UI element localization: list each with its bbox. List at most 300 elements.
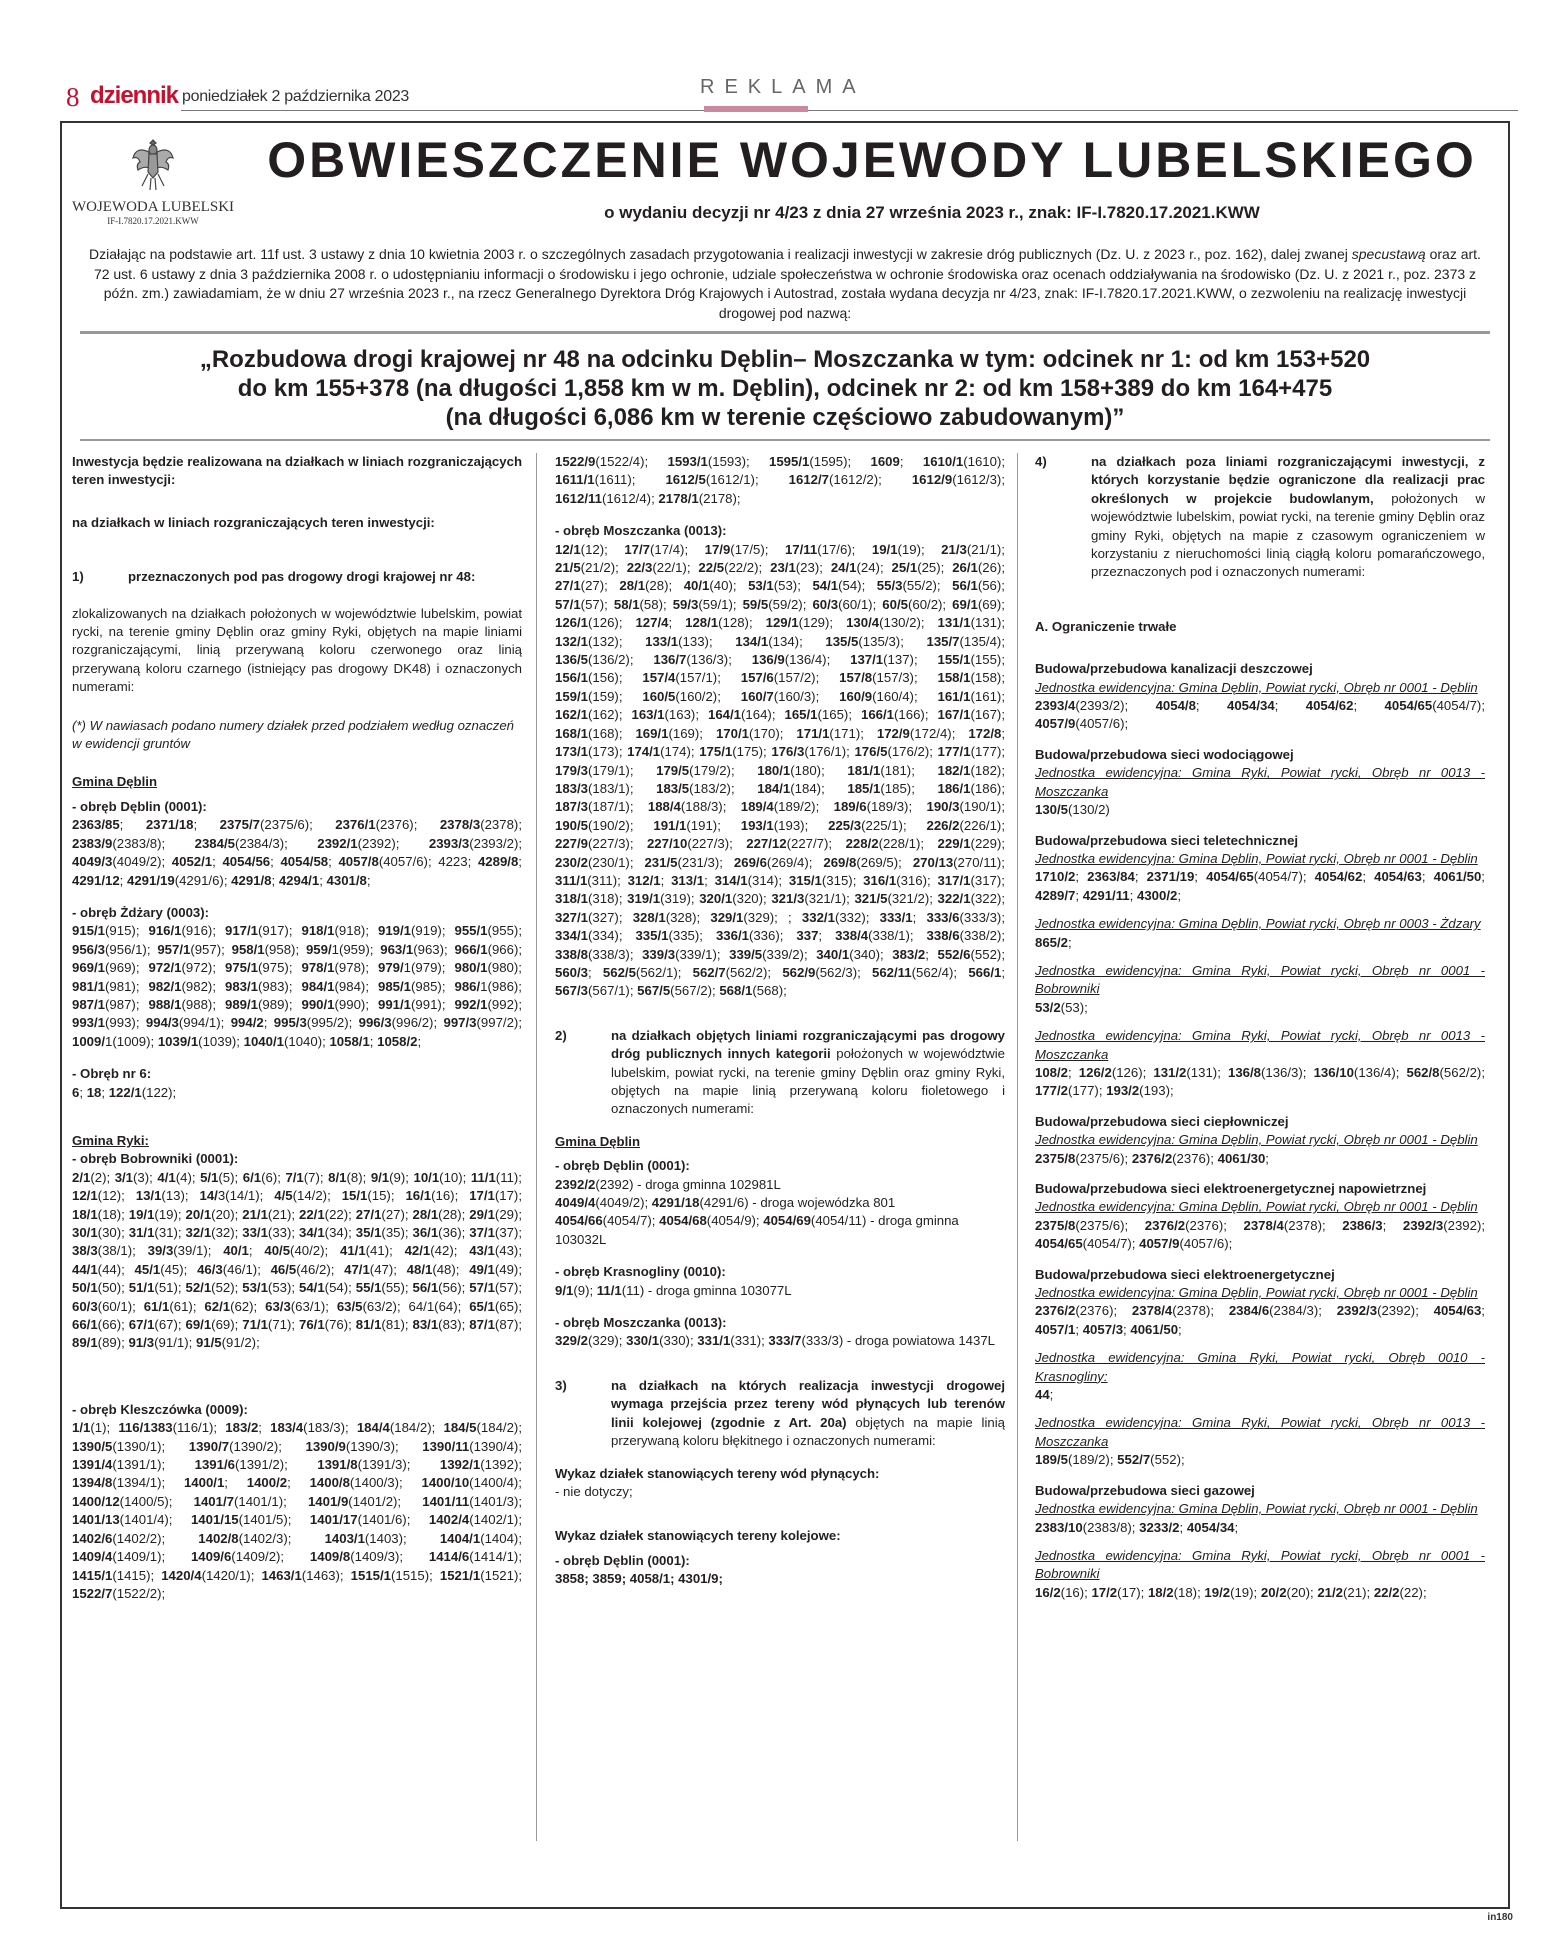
unit-heading: Jednostka ewidencyjna: Gmina Dęblin, Powiat rycki, Obręb nr 0001 - Dęblin [1035, 679, 1478, 695]
plot-number: 48/1(48); [406, 1261, 460, 1277]
plot-number: 328/1(328); [632, 909, 701, 925]
plot-number: 338/6(338/2); [926, 928, 1006, 944]
plot-number: 2378/3(2378); [439, 817, 522, 833]
plot-number: 131/1(131); [937, 615, 1006, 631]
plot-number: 1390/7(1390/2); [188, 1438, 282, 1454]
plot-number: 157/4(157/1); [642, 670, 721, 686]
plot-number: 312/1; [627, 872, 665, 888]
plot-number: 336/1(336); [715, 928, 784, 944]
plot-number: 191/1(191); [653, 817, 721, 833]
plot-number: 1609; [870, 454, 904, 469]
plot-number: 4291/8; [231, 872, 276, 888]
plot-number: 136/9(136/4); [751, 652, 831, 668]
item-number: 4) [1035, 454, 1047, 469]
plot-number: 158/1(158); [937, 670, 1005, 686]
plot-number: 1612/7(1612/2); [788, 472, 882, 488]
plot-number: 6/1(6); [242, 1169, 281, 1185]
project-line-3: (na długości 6,086 km w terenie częściowo zabudowanym)” [445, 404, 1125, 431]
plot-number: 4054/34; [1186, 1519, 1239, 1535]
obreb-heading: - obręb Żdżary (0003): [72, 904, 210, 920]
plot-number: 53/2(53); [1035, 999, 1088, 1015]
plot-number: 21/2(21); [1317, 1584, 1371, 1600]
plot-number: 568/1(568); [719, 983, 787, 999]
plot-number: 160/7(160/3); [740, 688, 820, 704]
plot-number: 979/1(979); [378, 960, 446, 976]
plot-number: 313/1; [671, 872, 708, 888]
plot-number: 29/1(29); [469, 1206, 523, 1222]
plot-number: 1463/1(1463); [261, 1567, 344, 1583]
decision-subtitle: o wydaniu decyzji nr 4/23 z dnia 27 września 2023 r., znak: IF-I.7820.17.2021.KWW [604, 203, 1260, 222]
group-heading: Budowa/przebudowa sieci elektroenergetycznej napowietrznej [1035, 1181, 1427, 1196]
plot-number: 176/3(176/1); [771, 744, 850, 760]
plot-number: 981/1(981); [72, 978, 140, 994]
plot-number: 136/5(136/2); [555, 652, 634, 668]
plot-number: 4223; [438, 854, 472, 870]
plot-list [72, 1169, 522, 1353]
plot-number: 1400/8(1400/3); [309, 1475, 403, 1491]
obreb-heading: - obręb Dęblin (0001): [72, 798, 207, 814]
group-heading: Budowa/przebudowa sieci ciepłowniczej [1035, 1113, 1289, 1129]
item-text: objętych na mapie linią przerywaną koloru błękitnego i oznaczonych numerami: [611, 1414, 1006, 1449]
plot-number: 166/1(166); [861, 707, 929, 723]
plot-number: 170/1(170); [715, 725, 784, 741]
item-text-bold: na działkach na których realizacja inwestycji drogowej wymaga przejścia przez tereny wód płynących lub terenów linii kolejowej (zgodnie z Art. 20a) [611, 1377, 1005, 1430]
plot-number: 978/1(978); [301, 960, 369, 976]
plot-number: 4054/65(4054/7); [1035, 1236, 1136, 1252]
plot-number: 108/2; [1035, 1064, 1072, 1080]
plot-list [1035, 999, 1485, 1017]
plot-list [1035, 1064, 1485, 1101]
plot-list [72, 1084, 522, 1102]
column-1 [72, 453, 522, 1603]
plot-number: 562/9(562/3); [782, 964, 861, 980]
plot-number: 20/1(20); [185, 1206, 239, 1222]
plot-number: 1400/1; [183, 1475, 228, 1491]
plot-number: 1401/15(1401/5); [190, 1512, 292, 1528]
plot-number: 167/1(167); [937, 707, 1005, 723]
plot-number: 18; [86, 1084, 106, 1100]
plot-number: 44; [1035, 1387, 1054, 1403]
plot-number: 269/6(269/4); [733, 854, 813, 870]
plot-number: 2363/85; [72, 817, 124, 833]
plot-number: 128/1(128); [685, 615, 753, 631]
rail-plots: 3858; 3859; 4058/1; 4301/9; [555, 1571, 723, 1587]
plot-number: 4/5(14/2); [274, 1188, 331, 1204]
plot-number: 22/5(22/2); [698, 560, 763, 576]
plot-number: 2376/1(2376); [335, 817, 418, 833]
water-heading: Wykaz działek stanowiących tereny wód płynących: [555, 1465, 880, 1481]
plot-number: 9/1(9); [370, 1169, 409, 1185]
plot-number: 184/1(184); [757, 780, 825, 796]
plot-number: 171/1(171); [796, 725, 864, 741]
plot-number: 134/1(134); [735, 633, 803, 649]
divider-top [80, 331, 1490, 334]
plot-number: 1401/9(1401/2); [307, 1493, 402, 1509]
plot-number: 50/1(50); [72, 1280, 125, 1296]
plot-number: 91/5(91/2); [195, 1335, 260, 1351]
plot-number: 19/2(19); [1204, 1584, 1258, 1600]
plot-number: 33/1(33); [242, 1225, 296, 1240]
plot-number: 225/3(225/1); [828, 817, 907, 833]
plot-list [1035, 1451, 1485, 1469]
plot-number: 8/1(8); [328, 1169, 367, 1185]
plot-number: 156/1(156); [555, 670, 623, 686]
plot-number: 1/1(1); [72, 1420, 111, 1436]
intro-paragraph [80, 245, 1490, 323]
plot-number: 270/13(270/11); [912, 854, 1005, 870]
plot-number: 131/2(131); [1153, 1064, 1221, 1080]
group-heading: Budowa/przebudowa sieci elektroenergetycznej [1035, 1266, 1335, 1282]
item-text-bold: na działkach poza liniami rozgraniczającymi inwestycji, z których korzystanie będzie ograniczone dla realizacji prac określonych w projekcie budowlanym, [1091, 454, 1485, 506]
plot-number: 161/1(161); [937, 688, 1005, 704]
plot-number: 83/1(83); [412, 1317, 466, 1333]
plot-number: 7/1(7); [285, 1169, 324, 1185]
plot-number: 10/1(10); [413, 1169, 467, 1185]
unit-heading: Jednostka ewidencyjna: Gmina Ryki, Powiat rycki, Obręb nr 0013 - Moszczanka [1035, 1028, 1485, 1062]
ad-code: in180 [1487, 1912, 1513, 1923]
plot-number: 1521/1(1521); [439, 1567, 523, 1583]
plot-number: 12/1(12); [555, 541, 608, 557]
item-number: 1) [72, 569, 84, 585]
plot-number: 183/2; [225, 1420, 262, 1436]
plot-number: 66/1(66); [72, 1317, 125, 1333]
plot-number: 1040/1(1040); [243, 1033, 326, 1049]
unit-heading: Jednostka ewidencyjna: Gmina Ryki, Powiat rycki, Obręb nr 0001 - Bobrowniki [1035, 1547, 1485, 1582]
plot-number: 1612/11(1612/4); [555, 490, 655, 506]
plot-number: 1058/1; [329, 1033, 374, 1049]
plot-number: 190/5(190/2); [555, 817, 634, 833]
plot-number: 230/2(230/1); [555, 854, 634, 870]
plot-number: 188/4(188/3); [647, 799, 727, 815]
plot-line: 329/2(329); 330/1(330); 331/1(331); 333/7(333/3) - droga powiatowa 1437L [555, 1333, 995, 1349]
plot-number: 990/1(990); [301, 996, 369, 1012]
plot-number: 317/1(317); [937, 872, 1005, 888]
plot-number: 972/1(972); [148, 960, 216, 976]
plot-number: 4294/1; [278, 872, 323, 888]
plot-number: 383/2; [892, 946, 929, 962]
plot-number: 60/3(60/1); [812, 596, 877, 612]
plot-number: 1612/5(1612/1); [665, 472, 759, 488]
plot-number: 177/1(177); [937, 744, 1006, 760]
plot-number: 190/3(190/1); [926, 799, 1005, 815]
plot-number: 43/1(43); [469, 1243, 522, 1259]
plot-number: 321/3(321/1); [771, 891, 850, 907]
plot-number: 32/1(32); [185, 1225, 239, 1240]
unit-heading: Jednostka ewidencyjna: Gmina Dęblin, Powiat rycki, Obręb nr 0001 - Dęblin [1035, 1132, 1478, 1148]
plot-list [1035, 868, 1485, 905]
obreb-heading: - obręb Moszczanka (0013): [555, 1315, 727, 1331]
plot-list [1035, 1386, 1485, 1404]
plot-number: 2383/9(2383/8); [72, 835, 166, 851]
plot-number: 4054/62; [1305, 698, 1358, 714]
plot-number: 963/1(963); [380, 941, 448, 957]
polish-eagle-icon [130, 136, 176, 192]
plot-number: 332/1(332); [801, 909, 870, 925]
plot-number: 2386/3; [1342, 1217, 1387, 1233]
plot-number: 136/8(136/3); [1227, 1064, 1307, 1080]
plot-number: 320/1(320); [699, 891, 767, 907]
plot-number: 56/1(56); [412, 1280, 466, 1296]
plot-number: 4054/58; [280, 854, 332, 870]
plot-number: 2392/1(2392); [317, 835, 400, 851]
plot-number: 193/1(193); [740, 817, 809, 833]
plot-number: 339/3(339/1); [642, 946, 721, 962]
plot-list [1035, 1584, 1485, 1602]
plot-number: 23/1(23); [770, 560, 823, 576]
plot-number: 89/1(89); [72, 1335, 125, 1351]
plot-number: 333/1; [879, 909, 917, 925]
item-text: położonych w województwie lubelskim, powiat rycki, na terenie gminy Dęblin oraz gminy Ryki, objętych na mapie linią przerywaną koloru fioletowego i oznaczonych numerami: [611, 1046, 1005, 1117]
plot-number: 566/1; [968, 964, 1005, 980]
plot-number: 53/1(53); [242, 1280, 296, 1296]
plot-number: 175/1(175); [699, 744, 767, 760]
plot-number: 988/1(988); [148, 996, 216, 1012]
project-line-2: do km 155+378 (na długości 1,858 km w m. Dęblin), odcinek nr 2: od km 158+389 do km 164+475 [237, 375, 1333, 402]
item-number: 2) [555, 1027, 567, 1043]
plot-number: 64/1(64); [408, 1298, 462, 1314]
plot-number: 4052/1; [171, 854, 216, 870]
plot-number: 4054/65(4054/7); [1206, 869, 1307, 885]
plot-number: 314/1(314); [714, 872, 783, 888]
water-value: - nie dotyczy; [555, 1483, 633, 1499]
plot-number: 160/5(160/2); [642, 688, 721, 704]
plot-number: 562/5(562/1); [602, 964, 682, 980]
plot-number: 1058/2; [377, 1033, 422, 1049]
plot-number: 991/1(991); [378, 996, 446, 1012]
plot-number: 52/1(52); [185, 1280, 239, 1296]
plot-number: 2393/4(2393/2); [1035, 698, 1129, 714]
list-item-3 [555, 1377, 1005, 1451]
plot-number: 21/3(21/1); [941, 541, 1005, 557]
plot-number: 31/1(31); [128, 1225, 182, 1240]
plot-number: 2378/4(2378); [1243, 1217, 1326, 1233]
plot-number: 116/1383(116/1); [118, 1420, 218, 1436]
plot-number: 19/1(19); [871, 541, 925, 557]
plot-number: 997/3(997/2); [443, 1015, 522, 1031]
lead-text: Inwestycja będzie realizowana na działkach w liniach rozgraniczających teren inwestycji: [72, 454, 522, 488]
plot-number: 4291/12; [72, 872, 124, 888]
plot-number: 54/1(54); [812, 578, 866, 594]
plot-number: 2/1(2); [72, 1169, 111, 1185]
plot-number: 4049/3(4049/2); [72, 854, 166, 870]
intro-text-1: Działając na podstawie art. 11f ust. 3 ustawy z dnia 10 kwietnia 2003 r. o szczególnych zasadach przygotowania i realizacji inwestycji w zakresie dróg publicznych (Dz. U. z 2023 r., poz. 162), dalej zwanej [89, 246, 1352, 262]
plot-number: 311/1(311); [555, 872, 621, 888]
plot-number: 1403/1(1403); [324, 1530, 407, 1546]
plot-number: 169/1(169); [635, 725, 703, 741]
plot-number: 63/3(63/1); [265, 1298, 329, 1314]
plot-number: 316/1(316); [863, 872, 931, 888]
plot-number: 17/2(17); [1091, 1584, 1145, 1600]
plot-number: 59/5(59/2); [742, 596, 807, 612]
plot-number: 19/1(19); [128, 1206, 182, 1222]
plot-number: 2375/8(2375/6); [1035, 1217, 1129, 1233]
plot-number: 4289/7; [1035, 887, 1080, 903]
plot-number: 2392/3(2392); [1336, 1303, 1419, 1319]
project-name [80, 345, 1490, 432]
plot-number: 135/5(135/3); [825, 633, 904, 649]
plot-number: 957/1(957); [157, 941, 225, 957]
plot-number: 4054/63; [1433, 1303, 1485, 1319]
plot-number: 966/1(966); [454, 941, 523, 957]
plot-list [72, 922, 522, 1051]
plot-number: 137/1(137); [850, 652, 918, 668]
plot-number: 157/8(157/3); [839, 670, 918, 686]
plot-number: 318/1(318); [555, 891, 623, 907]
plot-number: 1392/1(1392); [439, 1457, 523, 1473]
list-item-1 [72, 568, 522, 586]
plot-number: 24/1(24); [830, 560, 884, 576]
obreb-heading: - obręb Dęblin (0001): [555, 1158, 690, 1174]
plot-number: 1612/9(1612/3); [911, 472, 1005, 488]
plot-number: 994/2; [230, 1015, 268, 1031]
plot-number: 17/7(17/4); [624, 541, 689, 557]
plot-number: 915/1(915); [72, 923, 140, 939]
plot-number: 335/1(335); [635, 928, 703, 944]
plot-number: 994/3(994/1); [145, 1015, 225, 1031]
plot-number: 1401/7(1401/1); [193, 1493, 287, 1509]
gmina-heading: Gmina Dęblin [555, 1133, 640, 1149]
plot-list [1035, 697, 1485, 734]
plot-number: 16/1(16); [405, 1188, 459, 1204]
plot-number: 982/1(982); [148, 978, 216, 994]
plot-number: 1710/2; [1035, 869, 1080, 885]
plot-number: 956/3(956/1); [72, 941, 151, 957]
plot-number: 1401/13(1401/4); [72, 1512, 173, 1528]
plot-number: 4054/8; [1155, 698, 1200, 714]
plot-number: 1391/8(1391/3); [317, 1457, 411, 1473]
plot-number: 65/1(65); [469, 1298, 523, 1314]
plot-number: 187/3(187/1); [555, 799, 634, 815]
plot-number: 1515/1(1515); [350, 1567, 433, 1583]
plot-number: 1390/11(1390/4); [422, 1438, 522, 1454]
plot-number: 58/1(58); [613, 596, 667, 612]
plot-number: 552/7(552); [1117, 1452, 1185, 1468]
plot-number: 4/1(4); [157, 1169, 196, 1185]
plot-number: 339/5(339/2); [729, 946, 808, 962]
group-heading: Budowa/przebudowa sieci gazowej [1035, 1482, 1255, 1498]
masthead [66, 76, 1518, 112]
plot-number: 132/1(132); [555, 633, 623, 649]
plot-number: 1401/11(1401/3); [422, 1493, 523, 1509]
unit-heading: Jednostka ewidencyjna: Gmina Dęblin, Powiat rycki, Obręb nr 0001 - Dęblin [1035, 1285, 1478, 1301]
plot-number: 49/1(49); [469, 1261, 522, 1277]
plot-number: 975/1(975); [225, 960, 293, 976]
plot-number: 22/1(22); [299, 1206, 352, 1222]
plot-number: 4061/30; [1217, 1150, 1269, 1166]
plot-number: 157/6(157/2); [740, 670, 820, 686]
plot-number: 184/5(184/2); [443, 1420, 522, 1436]
obreb-heading: - obręb Bobrowniki (0001): [72, 1151, 239, 1167]
announcement-frame [60, 121, 1510, 1909]
group-heading: Budowa/przebudowa kanalizacji deszczowej [1035, 661, 1313, 677]
plot-number: 2375/7(2375/6); [219, 817, 313, 833]
plot-number: 46/5(46/2); [270, 1261, 335, 1277]
plot-number: 172/9(172/4); [876, 725, 956, 741]
footnote: (*) W nawiasach podano numery działek przed podziałem według oznaczeń w ewidencji gruntów [72, 717, 515, 752]
plot-number: 163/1(163); [631, 707, 699, 723]
plot-number: 315/1(315); [788, 872, 857, 888]
plot-number: 69/1(69); [952, 596, 1005, 612]
plot-number: 122/1(122); [108, 1084, 177, 1100]
lead-text-2: na działkach w liniach rozgraniczających teren inwestycji: [72, 514, 435, 530]
plot-list [72, 1419, 522, 1603]
plot-number: 60/5(60/2); [882, 596, 947, 612]
plot-number: 1522/7(1522/2); [72, 1585, 166, 1601]
plot-number: 4057/9(4057/6); [1035, 716, 1129, 732]
plot-number: 130/5(130/2) [1035, 802, 1110, 818]
unit-heading: Jednostka ewidencyjna: Gmina Ryki, Powiat rycki, Obręb nr 0013 - Moszczanka [1035, 1415, 1485, 1449]
column-divider-2 [1017, 453, 1018, 1841]
plot-number: 81/1(81); [355, 1317, 409, 1333]
plot-number: 917/1(917); [225, 923, 293, 939]
plot-number: 17/1(17); [469, 1188, 522, 1204]
plot-number: 2178/1(2178); [658, 490, 741, 506]
issue-date: poniedziałek 2 października 2023 [182, 88, 410, 105]
plot-number: 2378/4(2378); [1131, 1303, 1215, 1319]
plot-number: 165/1(165); [784, 707, 852, 723]
plot-number: 28/1(28); [412, 1206, 466, 1222]
plot-number: 15/1(15); [341, 1188, 395, 1204]
plot-number: 340/1(340); [816, 946, 884, 962]
plot-number: 996/3(996/2); [358, 1015, 438, 1031]
plot-number: 562/8(562/2); [1406, 1064, 1485, 1080]
section-label: REKLAMA [700, 76, 866, 98]
plot-number: 39/3(39/1); [147, 1243, 212, 1259]
plot-number: 327/1(327); [555, 909, 623, 925]
plot-number: 1400/12(1400/5); [72, 1493, 173, 1509]
plot-number: 17/11(17/6); [784, 541, 856, 557]
item-text: przeznaczonych pod pas drogowy drogi krajowej nr 48: [128, 569, 476, 585]
plot-number: 552/6(552); [937, 946, 1005, 962]
plot-number: 2371/18; [145, 817, 198, 833]
plot-number: 164/1(164); [708, 707, 776, 723]
plot-number: 2376/2(2376); [1035, 1303, 1118, 1319]
unit-heading: Jednostka ewidencyjna: Gmina Dęblin, Powiat rycki, Obręb nr 0003 - Żdzary [1035, 916, 1481, 932]
plot-list [555, 541, 1005, 1001]
plot-number: 20/2(20); [1260, 1584, 1314, 1600]
plot-number: 4300/2; [1136, 887, 1181, 903]
plot-list [1035, 934, 1485, 952]
plot-number: 1401/17(1401/6); [309, 1512, 411, 1528]
column-divider-1 [536, 453, 537, 1841]
plot-number: 189/5(189/2); [1035, 1452, 1114, 1468]
plot-number: 16/2(16); [1035, 1584, 1088, 1600]
plot-number: 959/1(959); [305, 941, 374, 957]
plot-number: 993/1(993); [72, 1015, 140, 1031]
plot-number: 176/5(176/2); [854, 744, 933, 760]
plot-number: 186/1(186); [937, 780, 1005, 796]
list-item-2 [555, 1027, 1005, 1119]
unit-heading: Jednostka ewidencyjna: Gmina Dęblin, Powiat rycki, Obręb nr 0001 - Dęblin [1035, 850, 1478, 866]
plot-number: 2393/3(2393/2); [428, 835, 523, 851]
plot-line: 9/1(9); 11/1(11) - droga gminna 103077L [555, 1282, 792, 1298]
plot-number: 133/1(133); [645, 633, 713, 649]
plot-list [1035, 1150, 1485, 1168]
plot-number: 61/1(61); [143, 1298, 197, 1314]
emblem-block [71, 136, 235, 226]
plot-number: 1391/6(1391/2); [194, 1457, 288, 1473]
plot-number: 18/1(18); [72, 1206, 125, 1222]
plot-number: 567/5(567/2); [637, 983, 716, 999]
plot-number: 1402/8(1402/3); [198, 1530, 292, 1546]
plot-number: 983/1(983); [225, 978, 293, 994]
plot-number: 12/1(12); [72, 1188, 125, 1204]
plot-number: 71/1(71); [242, 1317, 296, 1333]
project-line-1: „Rozbudowa drogi krajowej nr 48 na odcinku Dęblin– Moszczanka w tym: odcinek nr 1: od km 153+520 [199, 346, 1371, 373]
plot-number: 22/2(22); [1373, 1584, 1427, 1600]
plot-number: 2383/10(2383/8); [1035, 1519, 1136, 1535]
plot-number: 17/9(17/5); [704, 541, 769, 557]
